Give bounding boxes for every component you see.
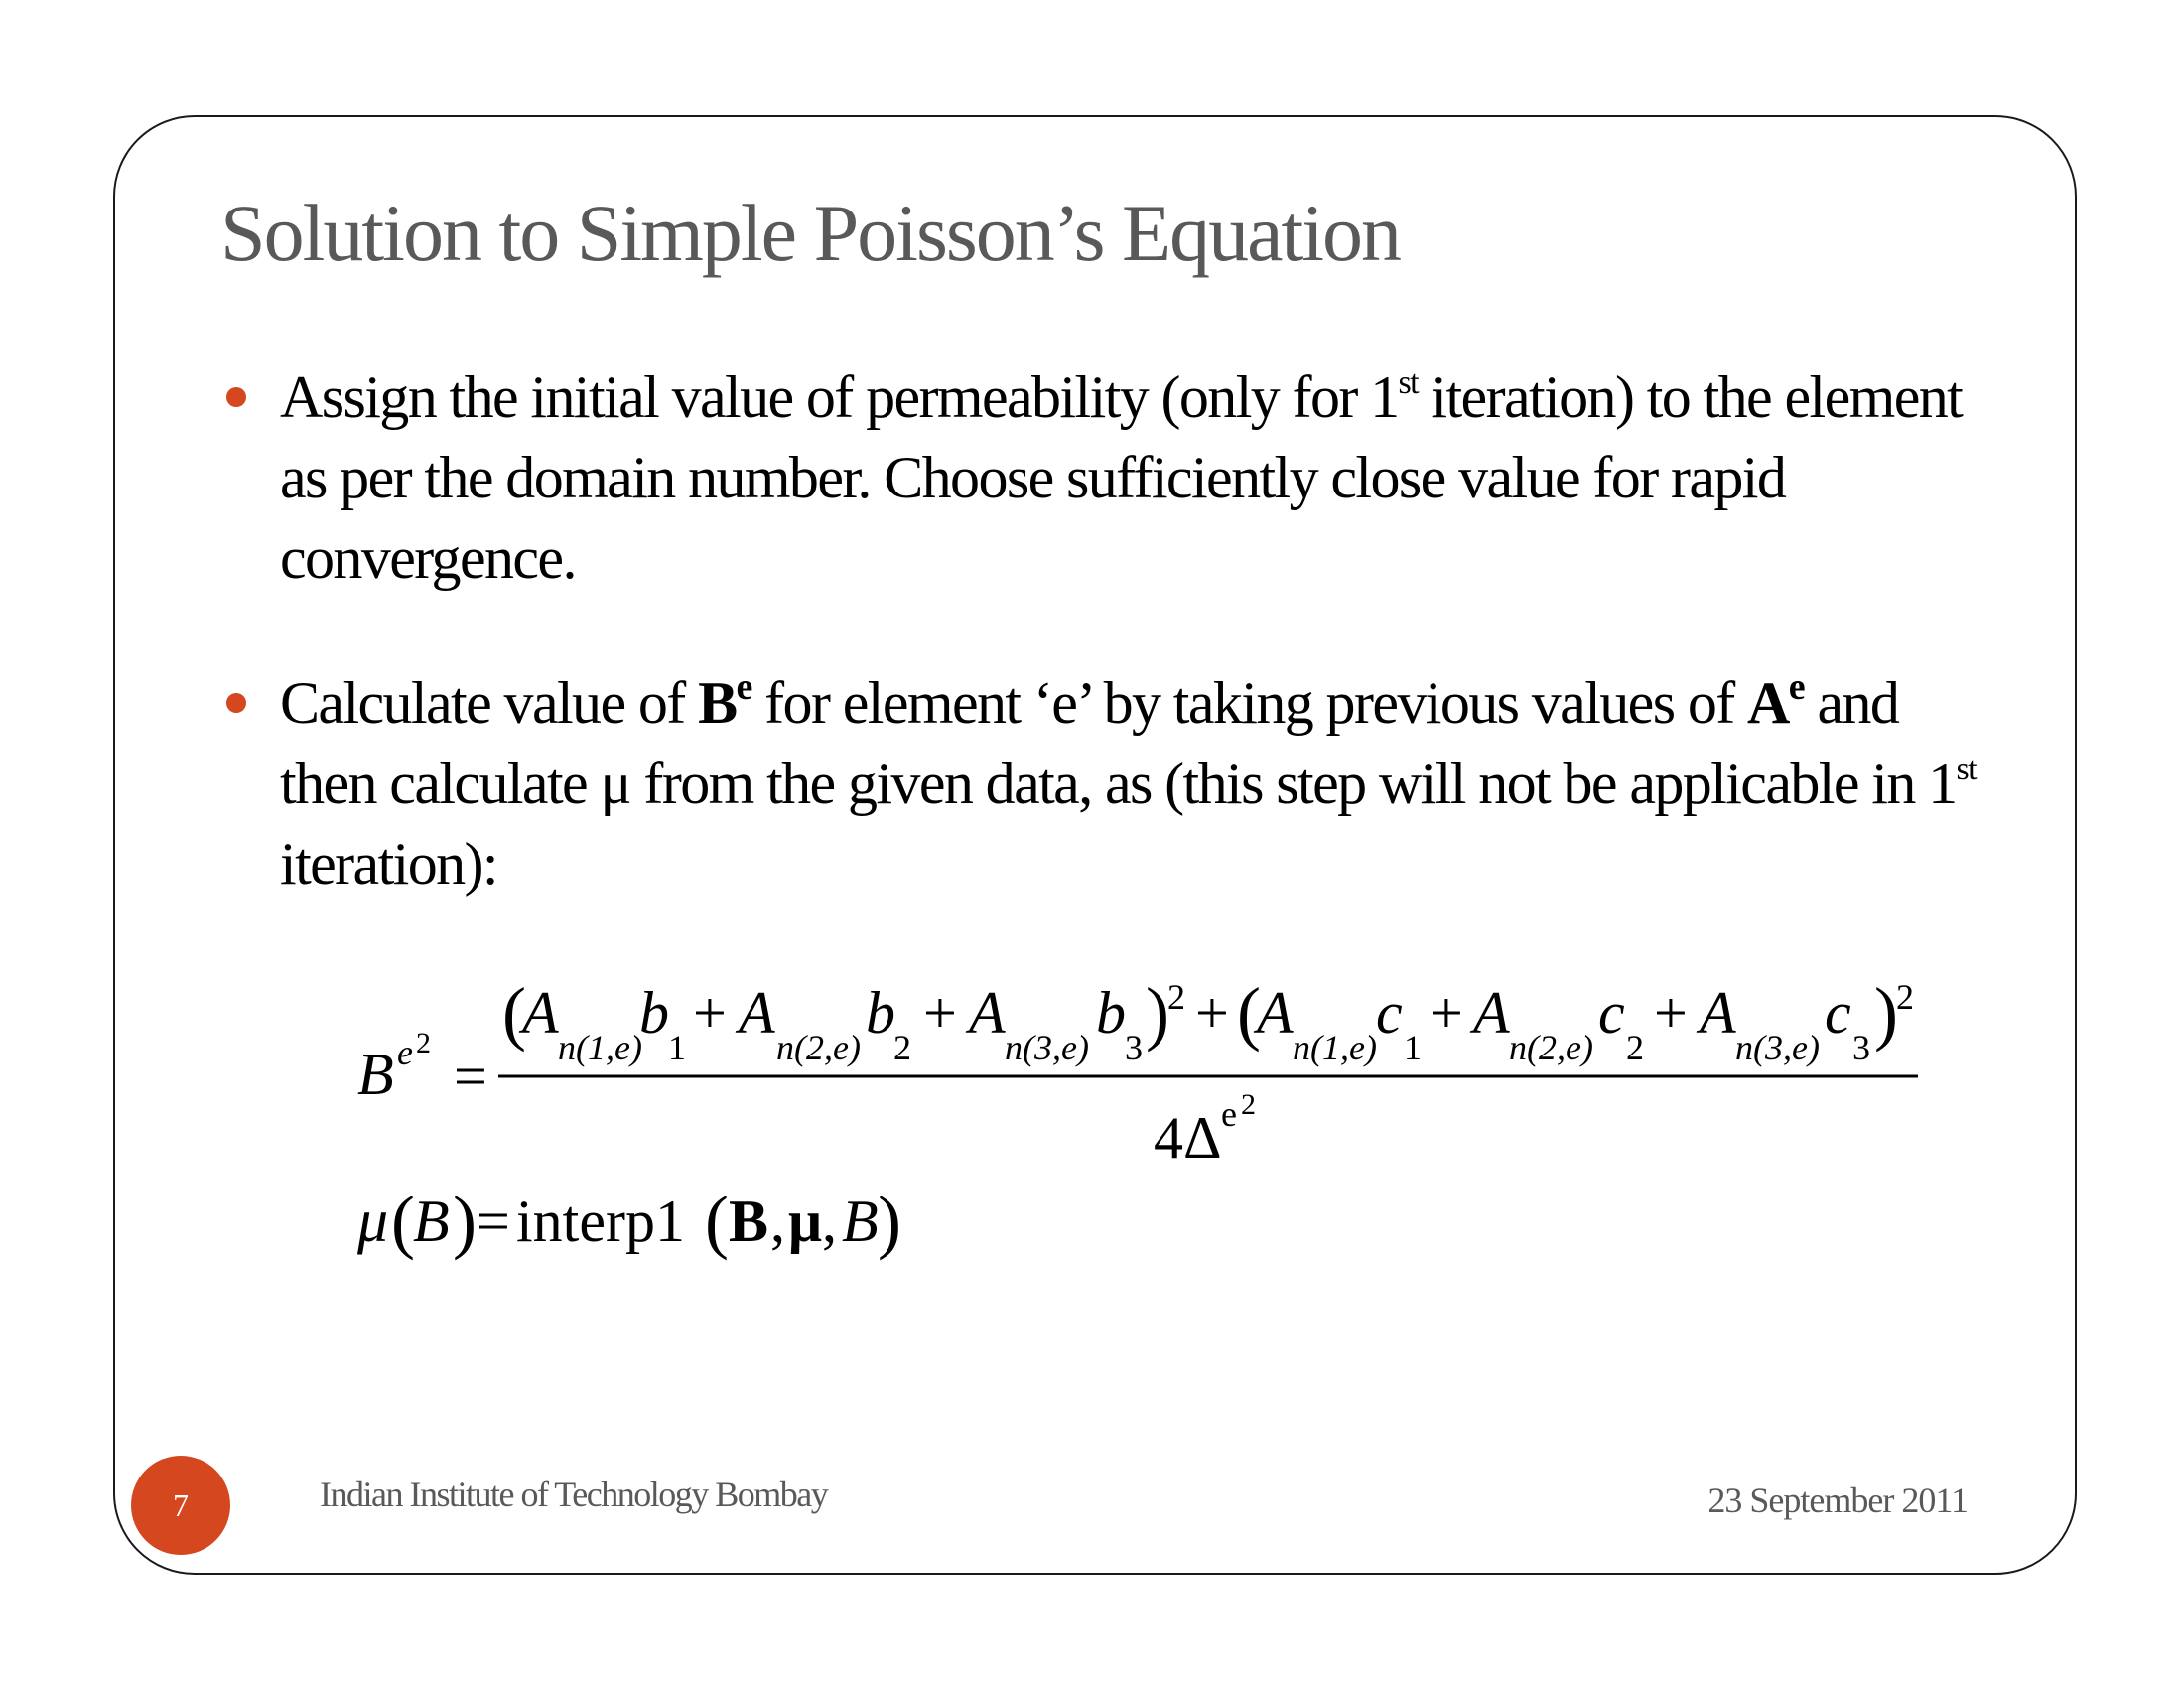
bullet-2-text-e: iteration): (280, 831, 497, 897)
eq2-comma-1: , (770, 1189, 785, 1254)
eq2-B-arg: B (842, 1189, 879, 1254)
bullet-1-text-a: Assign the initial value of permeability (only for 1 (280, 364, 1399, 430)
eq1-sub3: n(3,e) (1005, 1028, 1089, 1067)
eq1-denominator: 4Δ (1154, 1105, 1222, 1171)
bullet-dot-icon (226, 387, 246, 407)
eq1-equals: = (454, 1044, 487, 1109)
footer-date: 23 September 2011 (1707, 1480, 1968, 1520)
bullet-2-text-c: for element ‘e’ by taking previous values of (751, 670, 1748, 736)
bullet-item-2 (280, 663, 2007, 905)
eq2-func: interp1 (516, 1189, 685, 1254)
bold-a-sup: e (1788, 666, 1805, 708)
eq2-lparen-2: ( (705, 1182, 729, 1261)
eq1-c1-index: 1 (1404, 1028, 1422, 1067)
eq1-plus-1: + (693, 980, 727, 1046)
bullet-item-1 (280, 357, 2007, 599)
eq2-bold-B: B (729, 1189, 769, 1254)
eq1-rparen-2: ) (1874, 973, 1898, 1053)
eq1-c2-index: 2 (1626, 1028, 1644, 1067)
eq1-sub4: n(1,e) (1293, 1028, 1377, 1067)
eq1-rparen-1: ) (1146, 973, 1169, 1053)
eq2-lparen-1: ( (391, 1182, 415, 1261)
page-number-badge (131, 1456, 230, 1555)
eq1-lhs-sup2: 2 (416, 1027, 431, 1059)
slide-title: Solution to Simple Poisson’s Equation (220, 188, 1401, 278)
eq1-plus-3: + (1430, 980, 1463, 1046)
eq1-den-sup2: 2 (1241, 1088, 1256, 1121)
eq1-b3-index: 3 (1125, 1028, 1143, 1067)
eq1-A4: A (1257, 980, 1294, 1046)
eq2-rparen-1: ) (453, 1182, 477, 1261)
bullet-1-sup: st (1398, 364, 1419, 401)
eq1-b3: b (1096, 980, 1126, 1046)
eq1-square-1: 2 (1167, 977, 1185, 1017)
eq1-c2: c (1598, 980, 1625, 1046)
bullet-2-text-d: and then calculate μ from the given data, as (this step will not be applicable in 1 (280, 670, 1957, 816)
eq1-A3: A (969, 980, 1006, 1046)
bullet-2-sup-st: st (1956, 751, 1977, 787)
eq1-lparen-1: ( (502, 973, 526, 1053)
eq1-plus-2: + (923, 980, 957, 1046)
eq2-mu: μ (357, 1188, 389, 1255)
eq1-sub2: n(2,e) (776, 1028, 861, 1067)
eq1-plus-mid: + (1195, 980, 1229, 1046)
eq1-c1: c (1376, 980, 1403, 1046)
eq2-rparen-2: ) (878, 1182, 901, 1261)
eq1-lhs-base: B (357, 1042, 394, 1107)
bullet-2-bold-a (1747, 666, 1805, 736)
page-number: 7 (173, 1486, 189, 1523)
eq1-b2-index: 2 (893, 1028, 911, 1067)
eq1-A5: A (1473, 980, 1510, 1046)
eq2-equals: = (477, 1189, 510, 1254)
bold-b-letter: B (698, 670, 737, 736)
eq1-A1: A (522, 980, 559, 1046)
eq1-sub6: n(3,e) (1735, 1028, 1820, 1067)
eq1-sub5: n(2,e) (1509, 1028, 1593, 1067)
eq1-b1-index: 1 (668, 1028, 686, 1067)
eq1-lhs-sup: e (397, 1033, 413, 1072)
eq1-b2: b (866, 980, 895, 1046)
eq1-b1: b (639, 980, 669, 1046)
bullet-2-bold-b (698, 666, 751, 736)
eq1-c3-index: 3 (1852, 1028, 1870, 1067)
bold-b-sup: e (736, 666, 751, 708)
bold-a-letter: A (1747, 670, 1789, 736)
bullet-dot-icon (226, 693, 246, 713)
eq1-A6: A (1700, 980, 1736, 1046)
eq2-B: B (413, 1189, 450, 1254)
eq1-lparen-2: ( (1237, 973, 1261, 1053)
eq1-square-2: 2 (1896, 977, 1914, 1017)
eq1-A2: A (739, 980, 775, 1046)
eq2-comma-2: , (822, 1189, 837, 1254)
eq2-bold-mu: μ (788, 1189, 823, 1254)
eq1-plus-4: + (1654, 980, 1688, 1046)
bullet-1-text-b: iteration) to the element as per the domain number. Choose sufficiently close value for rapid convergence. (280, 364, 1963, 591)
eq1-den-sup: e (1221, 1094, 1237, 1134)
eq1-c3: c (1825, 980, 1851, 1046)
footer-institution: Indian Institute of Technology Bombay (320, 1475, 828, 1514)
eq1-sub1: n(1,e) (558, 1028, 642, 1067)
bullet-2-text-a: Calculate value of (280, 670, 699, 736)
